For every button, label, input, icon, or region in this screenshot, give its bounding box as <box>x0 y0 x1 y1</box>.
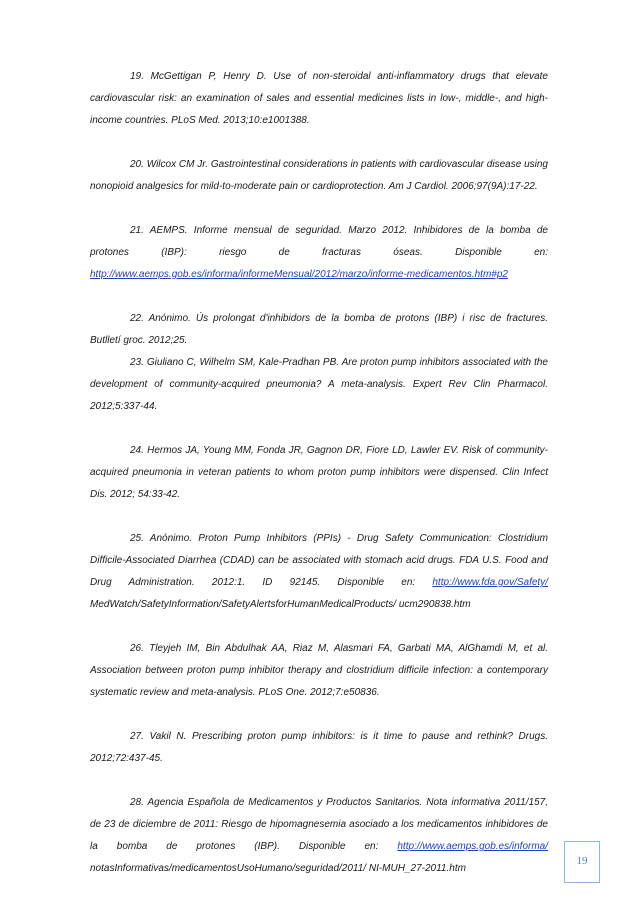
reference-20 <box>90 154 548 198</box>
reference-text: 25. Anónimo. Proton Pump Inhibitors (PPIs) - Drug Safety Communication: Clostridium Difficile-Associated Diarrhea (CDAD) can be associated with stomach acid drugs. FDA U.S. Food and Drug Administration. 2012:1. ID 92145. Disponible en: <box>90 533 548 588</box>
reference-text: 24. Hermos JA, Young MM, Fonda JR, Gagnon DR, Fiore LD, Lawler EV. Risk of community-acquired pneumonia in veteran patients to whom proton pump inhibitors were dispensed. Clin Infect Dis. 2012; 54:33-42. <box>90 445 548 500</box>
reference-text: 27. Vakil N. Prescribing proton pump inhibitors: is it time to pause and rethink? Drugs. 2012;72:437-45. <box>90 731 548 764</box>
reference-text-tail: notasInformativas/medicamentosUsoHumano/seguridad/2011/ NI-MUH_27-2011.htm <box>90 863 466 874</box>
reference-text: 21. AEMPS. Informe mensual de seguridad. Marzo 2012. Inhibidores de la bomba de protones (IBP): riesgo de fracturas óseas. Disponible en: <box>90 225 548 258</box>
reference-19 <box>90 66 548 132</box>
reference-link[interactable]: http://www.fda.gov/Safety/ <box>432 577 548 588</box>
reference-list <box>90 66 548 902</box>
reference-text: 28. Agencia Española de Medicamentos y Productos Sanitarios. Nota informativa 2011/157, de 23 de diciembre de 2011: Riesgo de hipomagnesemia asociado a los medicamentos inhibidores de la bomba de protones (IBP). Disponible en: <box>90 797 548 852</box>
page-number: 19 <box>576 855 588 867</box>
reference-link[interactable]: http://www.aemps.gob.es/informa/informeMensual/2012/marzo/informe-medicamentos.htm#p2 <box>90 269 508 280</box>
reference-text: 20. Wilcox CM Jr. Gastrointestinal considerations in patients with cardiovascular disease using nonopioid analgesics for mild-to-moderate pain or cardioprotection. Am J Cardiol. 2006;97(9A):17-22. <box>90 159 548 192</box>
reference-link[interactable]: http://www.aemps.gob.es/informa/ <box>397 841 548 852</box>
reference-24 <box>90 440 548 506</box>
reference-26 <box>90 638 548 704</box>
reference-22 <box>90 308 548 352</box>
reference-text-tail: MedWatch/SafetyInformation/SafetyAlertsforHumanMedicalProducts/ ucm290838.htm <box>90 599 471 610</box>
reference-27 <box>90 726 548 770</box>
reference-23 <box>90 352 548 418</box>
reference-text: 26. Tleyjeh IM, Bin Abdulhak AA, Riaz M, Alasmari FA, Garbati MA, AlGhamdi M, et al. Association between proton pump inhibitor therapy and clostridium difficile infection: a contemporary systematic review and meta-analysis. PLoS One. 2012;7:e50836. <box>90 643 548 698</box>
reference-28 <box>90 792 548 880</box>
reference-text: 23. Giuliano C, Wilhelm SM, Kale-Pradhan PB. Are proton pump inhibitors associated with the development of community-acquired pneumonia? A meta-analysis. Expert Rev Clin Pharmacol. 2012;5:337-44. <box>90 357 548 412</box>
reference-text: 22. Anónimo. Ús prolongat d'inhibidors de la bomba de protons (IBP) i risc de fractures. Butlletí groc. 2012;25. <box>90 313 548 346</box>
reference-21 <box>90 220 548 286</box>
reference-25 <box>90 528 548 616</box>
reference-text: 19. McGettigan P, Henry D. Use of non-steroidal anti-inflammatory drugs that elevate cardiovascular risk: an examination of sales and essential medicines lists in low-, middle-, and high-income countries. PLoS Med. 2013;10:e1001388. <box>90 71 548 126</box>
page-number-box <box>564 841 600 883</box>
